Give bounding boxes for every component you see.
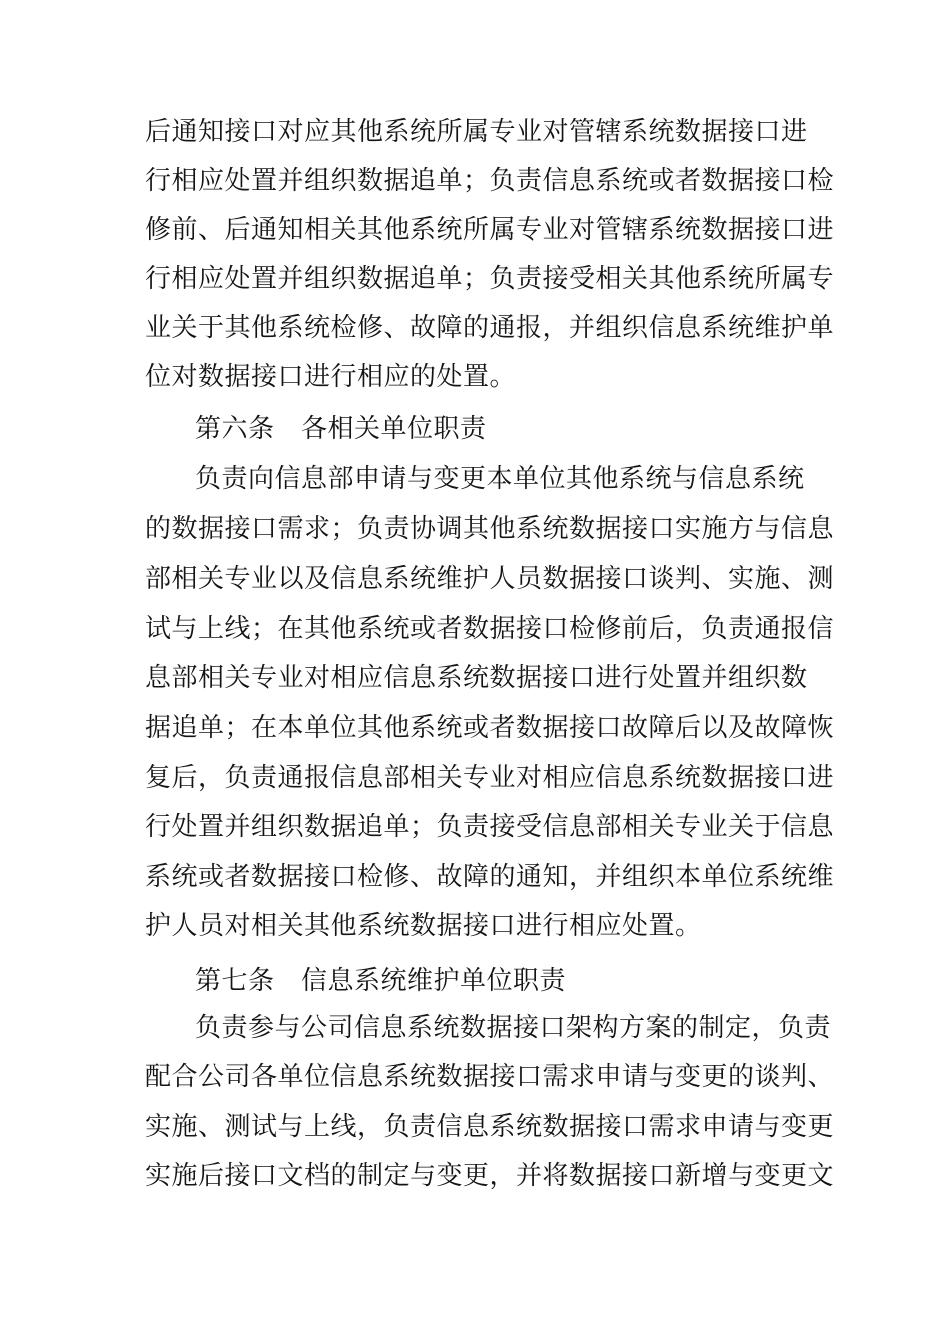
paragraph-line: 据追单；在本单位其他系统或者数据接口故障后以及故障恢 — [145, 713, 835, 743]
paragraph-line: 配合公司各单位信息系统数据接口需求申请与变更的谈判、 — [145, 1062, 835, 1092]
paragraph-line: 位对数据接口进行相应的处置。 — [145, 362, 517, 392]
paragraph-line: 后通知接口对应其他系统所属专业对管辖系统数据接口进 — [145, 117, 808, 147]
paragraph-line: 实施后接口文档的制定与变更，并将数据接口新增与变更文 — [145, 1161, 835, 1191]
paragraph-line: 实施、测试与上线，负责信息系统数据接口需求申请与变更 — [145, 1112, 835, 1142]
paragraph-line: 息部相关专业对相应信息系统数据接口进行处置并组织数 — [145, 663, 808, 693]
paragraph-line: 行相应处置并组织数据追单；负责信息系统或者数据接口检 — [145, 166, 835, 196]
paragraph-line: 系统或者数据接口检修、故障的通知，并组织本单位系统维 — [145, 862, 835, 892]
paragraph-line: 护人员对相关其他系统数据接口进行相应处置。 — [145, 911, 702, 941]
paragraph-line: 试与上线；在其他系统或者数据接口检修前后，负责通报信 — [145, 614, 835, 644]
paragraph-line: 行处置并组织数据追单；负责接受信息部相关专业关于信息 — [145, 812, 835, 842]
paragraph-line: 行相应处置并组织数据追单；负责接受相关其他系统所属专 — [145, 264, 835, 294]
paragraph-line: 负责参与公司信息系统数据接口架构方案的制定，负责 — [195, 1013, 832, 1043]
paragraph-line: 复后，负责通报信息部相关专业对相应信息系统数据接口进 — [145, 763, 835, 793]
paragraph-line: 的数据接口需求；负责协调其他系统数据接口实施方与信息 — [145, 514, 835, 544]
article-heading-7: 第七条 信息系统维护单位职责 — [195, 966, 567, 996]
paragraph-line: 负责向信息部申请与变更本单位其他系统与信息系统 — [195, 464, 805, 494]
paragraph-line: 业关于其他系统检修、故障的通报，并组织信息系统维护单 — [145, 313, 835, 343]
paragraph-line: 修前、后通知相关其他系统所属专业对管辖系统数据接口进 — [145, 215, 835, 245]
paragraph-line: 部相关专业以及信息系统维护人员数据接口谈判、实施、测 — [145, 564, 835, 594]
article-heading-6: 第六条 各相关单位职责 — [195, 414, 487, 444]
